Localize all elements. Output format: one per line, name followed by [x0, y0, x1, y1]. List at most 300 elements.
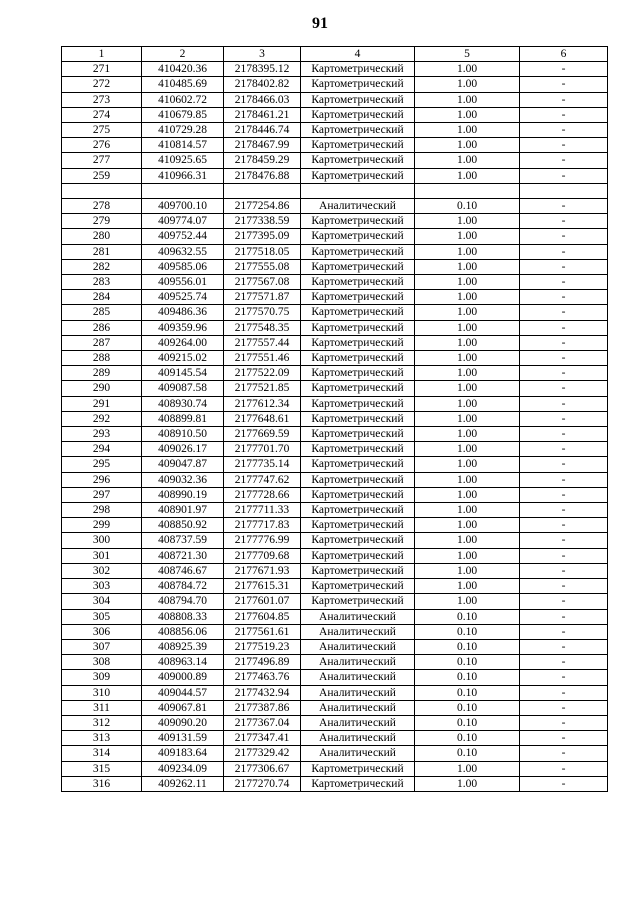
point-number-cell: 299	[62, 518, 142, 533]
table-row	[62, 655, 608, 670]
y-coordinate-cell: 2177557.44	[224, 335, 301, 350]
table-row	[62, 487, 608, 502]
method-cell: Аналитический	[301, 624, 415, 639]
note-cell: -	[520, 503, 608, 518]
method-cell: Аналитический	[301, 609, 415, 624]
x-coordinate-cell: 409032.36	[142, 472, 224, 487]
x-coordinate-cell: 408721.30	[142, 548, 224, 563]
table-row	[62, 259, 608, 274]
y-coordinate-cell: 2178459.29	[224, 153, 301, 168]
method-cell: Картометрический	[301, 427, 415, 442]
accuracy-cell: 1.00	[415, 351, 520, 366]
y-coordinate-cell: 2177329.42	[224, 746, 301, 761]
method-cell: Картометрический	[301, 244, 415, 259]
y-coordinate-cell: 2178402.82	[224, 77, 301, 92]
point-number-cell: 305	[62, 609, 142, 624]
y-coordinate-cell: 2177747.62	[224, 472, 301, 487]
column-header-2: 2	[142, 47, 224, 62]
note-cell: -	[520, 62, 608, 77]
y-coordinate-cell: 2177521.85	[224, 381, 301, 396]
method-cell: Картометрический	[301, 563, 415, 578]
x-coordinate-cell: 410485.69	[142, 77, 224, 92]
note-cell: -	[520, 655, 608, 670]
note-cell: -	[520, 670, 608, 685]
point-number-cell: 296	[62, 472, 142, 487]
point-number-cell: 276	[62, 138, 142, 153]
point-number-cell: 295	[62, 457, 142, 472]
point-number-cell: 287	[62, 335, 142, 350]
note-cell: -	[520, 639, 608, 654]
point-number-cell: 302	[62, 563, 142, 578]
y-coordinate-cell: 2177735.14	[224, 457, 301, 472]
note-cell: -	[520, 487, 608, 502]
accuracy-cell: 1.00	[415, 518, 520, 533]
y-coordinate-cell: 2178466.03	[224, 92, 301, 107]
y-coordinate-cell: 2177776.99	[224, 533, 301, 548]
x-coordinate-cell: 409264.00	[142, 335, 224, 350]
table-row	[62, 700, 608, 715]
table-row	[62, 138, 608, 153]
table-row	[62, 579, 608, 594]
coordinates-table-body	[62, 47, 608, 792]
accuracy-cell: 1.00	[415, 563, 520, 578]
point-number-cell: 307	[62, 639, 142, 654]
table-row	[62, 123, 608, 138]
table-row	[62, 411, 608, 426]
point-number-cell: 275	[62, 123, 142, 138]
method-cell: Картометрический	[301, 92, 415, 107]
x-coordinate-cell: 408746.67	[142, 563, 224, 578]
x-coordinate-cell: 410729.28	[142, 123, 224, 138]
y-coordinate-cell: 2177709.68	[224, 548, 301, 563]
table-row	[62, 62, 608, 77]
y-coordinate-cell: 2177496.89	[224, 655, 301, 670]
table-row	[62, 761, 608, 776]
note-cell: -	[520, 92, 608, 107]
y-coordinate-cell: 2177338.59	[224, 214, 301, 229]
x-coordinate-cell: 408901.97	[142, 503, 224, 518]
note-cell: -	[520, 123, 608, 138]
note-cell: -	[520, 229, 608, 244]
method-cell: Картометрический	[301, 533, 415, 548]
point-number-cell: 301	[62, 548, 142, 563]
table-row	[62, 168, 608, 183]
table-row	[62, 153, 608, 168]
table-row	[62, 77, 608, 92]
table-header-row	[62, 47, 608, 62]
method-cell: Аналитический	[301, 670, 415, 685]
x-coordinate-cell: 409752.44	[142, 229, 224, 244]
y-coordinate-cell: 2177612.34	[224, 396, 301, 411]
table-row	[62, 670, 608, 685]
table-row	[62, 776, 608, 791]
x-coordinate-cell: 409026.17	[142, 442, 224, 457]
x-coordinate-cell	[142, 183, 224, 198]
note-cell: -	[520, 107, 608, 122]
table-row	[62, 275, 608, 290]
accuracy-cell: 1.00	[415, 320, 520, 335]
x-coordinate-cell: 409047.87	[142, 457, 224, 472]
table-row	[62, 518, 608, 533]
note-cell: -	[520, 518, 608, 533]
table-row	[62, 351, 608, 366]
x-coordinate-cell: 408794.70	[142, 594, 224, 609]
x-coordinate-cell: 410966.31	[142, 168, 224, 183]
accuracy-cell: 1.00	[415, 335, 520, 350]
table-row	[62, 731, 608, 746]
point-number-cell: 283	[62, 275, 142, 290]
y-coordinate-cell	[224, 183, 301, 198]
point-number-cell: 292	[62, 411, 142, 426]
y-coordinate-cell: 2177518.05	[224, 244, 301, 259]
point-number-cell: 306	[62, 624, 142, 639]
point-number-cell: 313	[62, 731, 142, 746]
accuracy-cell: 1.00	[415, 290, 520, 305]
table-row	[62, 457, 608, 472]
table-row	[62, 107, 608, 122]
point-number-cell: 297	[62, 487, 142, 502]
table-row	[62, 609, 608, 624]
method-cell: Картометрический	[301, 381, 415, 396]
point-number-cell: 298	[62, 503, 142, 518]
table-row	[62, 746, 608, 761]
note-cell: -	[520, 381, 608, 396]
x-coordinate-cell: 409262.11	[142, 776, 224, 791]
x-coordinate-cell: 409145.54	[142, 366, 224, 381]
method-cell: Картометрический	[301, 305, 415, 320]
x-coordinate-cell: 409632.55	[142, 244, 224, 259]
point-number-cell: 312	[62, 715, 142, 730]
table-row	[62, 548, 608, 563]
x-coordinate-cell: 408899.81	[142, 411, 224, 426]
method-cell: Картометрический	[301, 259, 415, 274]
accuracy-cell: 1.00	[415, 62, 520, 77]
method-cell: Аналитический	[301, 655, 415, 670]
accuracy-cell: 1.00	[415, 457, 520, 472]
y-coordinate-cell: 2177270.74	[224, 776, 301, 791]
x-coordinate-cell: 408784.72	[142, 579, 224, 594]
note-cell: -	[520, 685, 608, 700]
point-number-cell: 282	[62, 259, 142, 274]
y-coordinate-cell: 2177671.93	[224, 563, 301, 578]
method-cell: Картометрический	[301, 138, 415, 153]
y-coordinate-cell: 2177347.41	[224, 731, 301, 746]
point-number-cell: 311	[62, 700, 142, 715]
y-coordinate-cell: 2177571.87	[224, 290, 301, 305]
accuracy-cell: 1.00	[415, 214, 520, 229]
method-cell: Картометрический	[301, 77, 415, 92]
note-cell	[520, 183, 608, 198]
method-cell: Картометрический	[301, 335, 415, 350]
x-coordinate-cell: 409234.09	[142, 761, 224, 776]
accuracy-cell: 1.00	[415, 138, 520, 153]
table-row	[62, 685, 608, 700]
y-coordinate-cell: 2177615.31	[224, 579, 301, 594]
accuracy-cell: 1.00	[415, 366, 520, 381]
note-cell: -	[520, 244, 608, 259]
method-cell: Картометрический	[301, 123, 415, 138]
method-cell: Картометрический	[301, 351, 415, 366]
note-cell: -	[520, 776, 608, 791]
x-coordinate-cell: 408990.19	[142, 487, 224, 502]
table-row	[62, 563, 608, 578]
table-row	[62, 305, 608, 320]
note-cell: -	[520, 457, 608, 472]
accuracy-cell: 1.00	[415, 92, 520, 107]
method-cell: Аналитический	[301, 685, 415, 700]
point-number-cell: 271	[62, 62, 142, 77]
method-cell: Картометрический	[301, 487, 415, 502]
table-row	[62, 715, 608, 730]
y-coordinate-cell: 2177551.46	[224, 351, 301, 366]
note-cell: -	[520, 153, 608, 168]
y-coordinate-cell: 2177555.08	[224, 259, 301, 274]
x-coordinate-cell: 409486.36	[142, 305, 224, 320]
accuracy-cell: 0.10	[415, 639, 520, 654]
y-coordinate-cell: 2177432.94	[224, 685, 301, 700]
method-cell: Картометрический	[301, 107, 415, 122]
accuracy-cell: 1.00	[415, 275, 520, 290]
table-row	[62, 214, 608, 229]
note-cell: -	[520, 396, 608, 411]
x-coordinate-cell: 409087.58	[142, 381, 224, 396]
point-number-cell: 278	[62, 199, 142, 214]
x-coordinate-cell: 408737.59	[142, 533, 224, 548]
x-coordinate-cell: 409700.10	[142, 199, 224, 214]
note-cell: -	[520, 533, 608, 548]
method-cell: Картометрический	[301, 411, 415, 426]
table-row	[62, 624, 608, 639]
method-cell: Картометрический	[301, 761, 415, 776]
accuracy-cell: 0.10	[415, 624, 520, 639]
column-header-3: 3	[224, 47, 301, 62]
x-coordinate-cell: 409183.64	[142, 746, 224, 761]
accuracy-cell: 1.00	[415, 427, 520, 442]
note-cell: -	[520, 594, 608, 609]
x-coordinate-cell: 409556.01	[142, 275, 224, 290]
method-cell: Картометрический	[301, 214, 415, 229]
note-cell: -	[520, 275, 608, 290]
accuracy-cell: 1.00	[415, 442, 520, 457]
table-row	[62, 199, 608, 214]
point-number-cell: 285	[62, 305, 142, 320]
method-cell: Аналитический	[301, 639, 415, 654]
y-coordinate-cell: 2177395.09	[224, 229, 301, 244]
point-number-cell: 277	[62, 153, 142, 168]
y-coordinate-cell: 2177701.70	[224, 442, 301, 457]
accuracy-cell: 1.00	[415, 579, 520, 594]
accuracy-cell: 0.10	[415, 199, 520, 214]
accuracy-cell: 1.00	[415, 244, 520, 259]
point-number-cell: 259	[62, 168, 142, 183]
point-number-cell: 291	[62, 396, 142, 411]
note-cell: -	[520, 715, 608, 730]
table-row	[62, 381, 608, 396]
accuracy-cell: 1.00	[415, 229, 520, 244]
note-cell: -	[520, 366, 608, 381]
x-coordinate-cell: 409525.74	[142, 290, 224, 305]
point-number-cell: 309	[62, 670, 142, 685]
x-coordinate-cell: 410679.85	[142, 107, 224, 122]
note-cell: -	[520, 290, 608, 305]
method-cell: Аналитический	[301, 700, 415, 715]
note-cell: -	[520, 731, 608, 746]
y-coordinate-cell: 2177567.08	[224, 275, 301, 290]
x-coordinate-cell: 408910.50	[142, 427, 224, 442]
x-coordinate-cell: 409215.02	[142, 351, 224, 366]
point-number-cell: 284	[62, 290, 142, 305]
x-coordinate-cell: 410925.65	[142, 153, 224, 168]
accuracy-cell: 1.00	[415, 472, 520, 487]
note-cell: -	[520, 609, 608, 624]
accuracy-cell: 1.00	[415, 123, 520, 138]
y-coordinate-cell: 2178461.21	[224, 107, 301, 122]
column-header-5: 5	[415, 47, 520, 62]
note-cell: -	[520, 700, 608, 715]
method-cell: Аналитический	[301, 746, 415, 761]
table-row	[62, 442, 608, 457]
point-number-cell: 310	[62, 685, 142, 700]
accuracy-cell: 1.00	[415, 168, 520, 183]
point-number-cell: 300	[62, 533, 142, 548]
y-coordinate-cell: 2178395.12	[224, 62, 301, 77]
x-coordinate-cell: 410602.72	[142, 92, 224, 107]
x-coordinate-cell: 408925.39	[142, 639, 224, 654]
y-coordinate-cell: 2177648.61	[224, 411, 301, 426]
y-coordinate-cell: 2178467.99	[224, 138, 301, 153]
point-number-cell: 274	[62, 107, 142, 122]
y-coordinate-cell: 2177367.04	[224, 715, 301, 730]
accuracy-cell: 1.00	[415, 396, 520, 411]
x-coordinate-cell: 409359.96	[142, 320, 224, 335]
point-number-cell	[62, 183, 142, 198]
point-number-cell: 290	[62, 381, 142, 396]
method-cell: Картометрический	[301, 594, 415, 609]
table-row	[62, 92, 608, 107]
method-cell: Картометрический	[301, 320, 415, 335]
y-coordinate-cell: 2177306.67	[224, 761, 301, 776]
point-number-cell: 288	[62, 351, 142, 366]
y-coordinate-cell: 2177717.83	[224, 518, 301, 533]
table-row	[62, 472, 608, 487]
note-cell: -	[520, 77, 608, 92]
accuracy-cell: 1.00	[415, 259, 520, 274]
point-number-cell: 315	[62, 761, 142, 776]
column-header-1: 1	[62, 47, 142, 62]
note-cell: -	[520, 442, 608, 457]
method-cell	[301, 183, 415, 198]
note-cell: -	[520, 624, 608, 639]
note-cell: -	[520, 579, 608, 594]
method-cell: Аналитический	[301, 715, 415, 730]
accuracy-cell: 1.00	[415, 381, 520, 396]
method-cell: Картометрический	[301, 472, 415, 487]
note-cell: -	[520, 168, 608, 183]
table-row	[62, 639, 608, 654]
accuracy-cell: 0.10	[415, 609, 520, 624]
table-row	[62, 320, 608, 335]
y-coordinate-cell: 2177561.61	[224, 624, 301, 639]
note-cell: -	[520, 411, 608, 426]
x-coordinate-cell: 409067.81	[142, 700, 224, 715]
x-coordinate-cell: 409000.89	[142, 670, 224, 685]
accuracy-cell: 0.10	[415, 670, 520, 685]
point-number-cell: 289	[62, 366, 142, 381]
accuracy-cell: 1.00	[415, 761, 520, 776]
note-cell: -	[520, 563, 608, 578]
note-cell: -	[520, 199, 608, 214]
method-cell: Картометрический	[301, 442, 415, 457]
table-row	[62, 366, 608, 381]
method-cell: Картометрический	[301, 776, 415, 791]
x-coordinate-cell: 410420.36	[142, 62, 224, 77]
accuracy-cell: 1.00	[415, 776, 520, 791]
table-row	[62, 335, 608, 350]
accuracy-cell	[415, 183, 520, 198]
point-number-cell: 308	[62, 655, 142, 670]
x-coordinate-cell: 409774.07	[142, 214, 224, 229]
y-coordinate-cell: 2177601.07	[224, 594, 301, 609]
accuracy-cell: 0.10	[415, 746, 520, 761]
point-number-cell: 304	[62, 594, 142, 609]
x-coordinate-cell: 409585.06	[142, 259, 224, 274]
y-coordinate-cell: 2177711.33	[224, 503, 301, 518]
y-coordinate-cell: 2177463.76	[224, 670, 301, 685]
accuracy-cell: 0.10	[415, 731, 520, 746]
y-coordinate-cell: 2177728.66	[224, 487, 301, 502]
method-cell: Картометрический	[301, 579, 415, 594]
accuracy-cell: 1.00	[415, 153, 520, 168]
point-number-cell: 279	[62, 214, 142, 229]
x-coordinate-cell: 408930.74	[142, 396, 224, 411]
y-coordinate-cell: 2177254.86	[224, 199, 301, 214]
method-cell: Картометрический	[301, 518, 415, 533]
method-cell: Картометрический	[301, 366, 415, 381]
table-row	[62, 229, 608, 244]
point-number-cell: 286	[62, 320, 142, 335]
method-cell: Картометрический	[301, 168, 415, 183]
accuracy-cell: 1.00	[415, 305, 520, 320]
point-number-cell: 280	[62, 229, 142, 244]
x-coordinate-cell: 408856.06	[142, 624, 224, 639]
note-cell: -	[520, 259, 608, 274]
note-cell: -	[520, 320, 608, 335]
method-cell: Картометрический	[301, 62, 415, 77]
y-coordinate-cell: 2177519.23	[224, 639, 301, 654]
accuracy-cell: 0.10	[415, 655, 520, 670]
x-coordinate-cell: 408850.92	[142, 518, 224, 533]
y-coordinate-cell: 2177548.35	[224, 320, 301, 335]
x-coordinate-cell: 409090.20	[142, 715, 224, 730]
note-cell: -	[520, 761, 608, 776]
y-coordinate-cell: 2177570.75	[224, 305, 301, 320]
note-cell: -	[520, 472, 608, 487]
point-number-cell: 314	[62, 746, 142, 761]
x-coordinate-cell: 408808.33	[142, 609, 224, 624]
note-cell: -	[520, 548, 608, 563]
point-number-cell: 294	[62, 442, 142, 457]
method-cell: Картометрический	[301, 396, 415, 411]
note-cell: -	[520, 351, 608, 366]
note-cell: -	[520, 746, 608, 761]
y-coordinate-cell: 2178476.88	[224, 168, 301, 183]
y-coordinate-cell: 2177387.86	[224, 700, 301, 715]
x-coordinate-cell: 410814.57	[142, 138, 224, 153]
point-number-cell: 273	[62, 92, 142, 107]
y-coordinate-cell: 2178446.74	[224, 123, 301, 138]
note-cell: -	[520, 305, 608, 320]
point-number-cell: 293	[62, 427, 142, 442]
